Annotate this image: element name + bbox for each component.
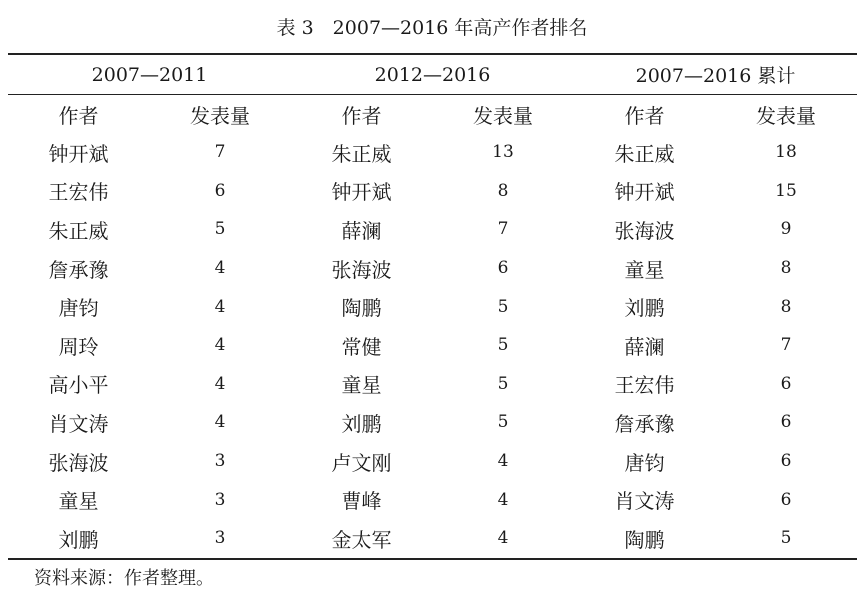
count-cell: 6 [214,180,226,201]
period-header-row [8,54,857,95]
author-cell: 张海波 [614,218,675,243]
count-cell: 5 [497,296,509,317]
author-cell: 刘鹏 [624,296,665,321]
column-header-count: 发表量 [473,103,533,128]
author-cell: 童星 [58,489,99,514]
author-cell: 童星 [624,257,665,282]
author-cell: 卢文刚 [331,450,392,475]
table-row [8,365,857,404]
count-cell: 3 [214,528,226,549]
count-cell: 4 [214,412,226,433]
table-body [8,133,857,559]
count-cell: 5 [497,373,509,394]
author-cell: 薛澜 [341,218,382,243]
table-row [8,519,857,559]
table-row [8,172,857,211]
table-row [8,480,857,519]
count-cell: 4 [214,373,226,394]
author-cell: 曹峰 [341,489,382,514]
author-cell: 童星 [341,373,382,398]
count-cell: 4 [497,528,509,549]
author-cell: 王宏伟 [48,180,109,205]
author-cell: 朱正威 [614,141,675,166]
author-cell: 朱正威 [331,141,392,166]
author-cell: 詹承豫 [48,257,109,282]
table-row [8,287,857,326]
author-cell: 肖文涛 [48,411,109,436]
table-row [8,249,857,288]
count-cell: 4 [497,451,509,472]
table-row [8,442,857,481]
author-cell: 钟开斌 [614,180,675,205]
count-cell: 6 [780,412,792,433]
author-cell: 金太军 [331,527,392,552]
count-cell: 7 [780,335,792,356]
count-cell: 5 [497,412,509,433]
count-cell: 7 [214,142,226,163]
author-cell: 朱正威 [48,218,109,243]
count-cell: 3 [214,489,226,510]
author-cell: 周玲 [58,334,99,359]
author-cell: 陶鹏 [624,527,665,552]
author-cell: 薛澜 [624,334,665,359]
table-row [8,403,857,442]
author-cell: 钟开斌 [48,141,109,166]
ranking-table-container [8,53,857,560]
count-cell: 6 [497,258,509,279]
author-cell: 詹承豫 [614,411,675,436]
table-row [8,133,857,172]
author-ranking-table [8,53,857,560]
count-cell: 8 [780,258,792,279]
author-cell: 高小平 [48,373,109,398]
count-cell: 8 [780,296,792,317]
period-header: 2007—2011 [8,54,291,95]
column-header-author: 作者 [624,103,665,128]
count-cell: 6 [780,373,792,394]
author-cell: 刘鹏 [58,527,99,552]
period-header: 2007—2016 累计 [574,54,857,95]
author-cell: 王宏伟 [614,373,675,398]
column-header-count: 发表量 [190,103,250,128]
column-header-author: 作者 [341,103,382,128]
source-note: 资料来源：作者整理。 [34,568,214,589]
author-cell: 唐钧 [58,296,99,321]
count-cell: 5 [214,219,226,240]
table-row [8,210,857,249]
count-cell: 4 [214,335,226,356]
count-cell: 6 [780,489,792,510]
author-cell: 张海波 [48,450,109,475]
count-cell: 5 [497,335,509,356]
count-cell: 15 [775,180,797,201]
count-cell: 7 [497,219,509,240]
count-cell: 18 [775,142,797,163]
count-cell: 4 [214,296,226,317]
count-cell: 6 [780,451,792,472]
count-cell: 4 [497,489,509,510]
table-row [8,326,857,365]
period-header: 2012—2016 [291,54,574,95]
count-cell: 13 [492,142,514,163]
author-cell: 陶鹏 [341,296,382,321]
count-cell: 5 [780,528,792,549]
author-cell: 刘鹏 [341,411,382,436]
column-header-row [8,95,857,134]
author-cell: 钟开斌 [331,180,392,205]
count-cell: 9 [780,219,792,240]
count-cell: 8 [497,180,509,201]
count-cell: 4 [214,258,226,279]
column-header-count: 发表量 [756,103,816,128]
author-cell: 张海波 [331,257,392,282]
author-cell: 唐钧 [624,450,665,475]
table-caption: 表 3 2007—2016 年高产作者排名 [276,17,588,39]
column-header-author: 作者 [58,103,99,128]
count-cell: 3 [214,451,226,472]
author-cell: 常健 [341,334,382,359]
author-cell: 肖文涛 [614,489,675,514]
